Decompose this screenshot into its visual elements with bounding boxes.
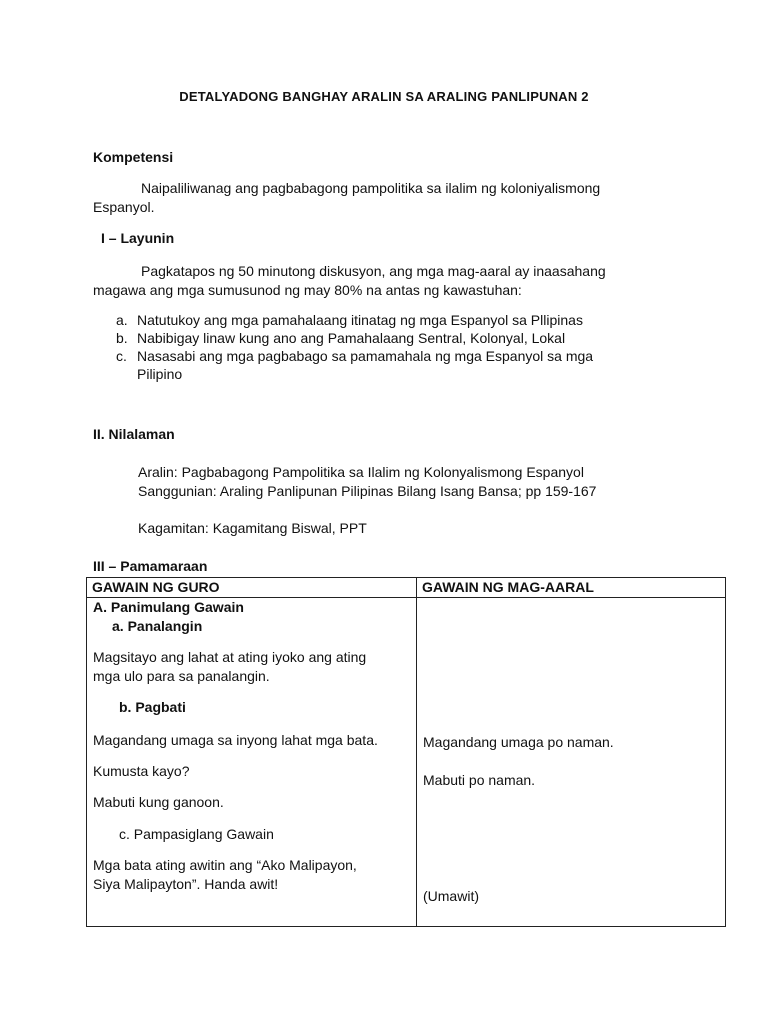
awit-text-line2: Siya Malipayton”. Handa awit! (93, 876, 279, 892)
layunin-list (116, 311, 593, 383)
column-header-guro: GAWAIN NG GURO (87, 578, 417, 598)
list-item-text: Nasasabi ang mga pagbabago sa pamamahala ng mga Espanyol sa mga (137, 348, 594, 364)
layunin-intro-line1: Pagkatapos ng 50 minutong diskusyon, ang mga mag-aaral ay inaasahang (141, 263, 606, 279)
panalangin-text-line1: Magsitayo ang lahat at ating iyoko ang ating (93, 649, 367, 665)
mabuti-text: Mabuti kung ganoon. (93, 794, 224, 810)
list-marker: a. (116, 312, 128, 328)
pamamaraan-heading: III – Pamamaraan (93, 558, 208, 574)
list-item (116, 311, 593, 329)
sagot-mabuti: Mabuti po naman. (423, 772, 536, 788)
list-item (116, 347, 593, 383)
sanggunian-line: Sanggunian: Araling Panlipunan Pilipinas Bilang Isang Bansa; pp 159-167 (138, 483, 597, 499)
kagamitan-line: Kagamitan: Kagamitang Biswal, PPT (138, 520, 367, 536)
kompetensi-heading: Kompetensi (93, 149, 174, 165)
layunin-heading: I – Layunin (101, 230, 175, 246)
sagot-magandang-umaga: Magandang umaga po naman. (423, 734, 614, 750)
guro-cell (87, 598, 417, 927)
table-row (87, 598, 726, 927)
list-marker: b. (116, 330, 128, 346)
kompetensi-text-line2: Espanyol. (93, 199, 155, 215)
procedure-table (86, 577, 726, 927)
list-item (116, 329, 593, 347)
pampasigla-heading: c. Pampasiglang Gawain (119, 826, 274, 842)
aralin-line: Aralin: Pagbabagong Pampolitika sa Ilalim ng Kolonyalismong Espanyol (138, 464, 584, 480)
panimula-heading: A. Panimulang Gawain (93, 599, 244, 615)
mag-aaral-cell (417, 598, 726, 927)
table-header-row (87, 578, 726, 598)
kumusta-text: Kumusta kayo? (93, 763, 190, 779)
list-item-text-continued: Pilipino (137, 366, 183, 382)
sagot-umawit: (Umawit) (423, 888, 479, 904)
pagbati-text: Magandang umaga sa inyong lahat mga bata. (93, 732, 378, 748)
pagbati-heading: b. Pagbati (119, 699, 186, 715)
awit-text-line1: Mga bata ating awitin ang “Ako Malipayon, (93, 857, 357, 873)
page-title: DETALYADONG BANGHAY ARALIN SA ARALING PANLIPUNAN 2 (179, 89, 589, 104)
list-marker: c. (116, 348, 127, 364)
layunin-intro-line2: magawa ang mga sumusunod ng may 80% na antas ng kawastuhan: (93, 282, 522, 298)
panalangin-text-line2: mga ulo para sa panalangin. (93, 668, 270, 684)
list-item-text: Natutukoy ang mga pamahalaang itinatag ng mga Espanyol sa Pllipinas (137, 312, 583, 328)
panalangin-heading: a. Panalangin (112, 618, 203, 634)
nilalaman-heading: II. Nilalaman (93, 426, 175, 442)
column-header-mag-aaral: GAWAIN NG MAG-AARAL (417, 578, 726, 598)
kompetensi-text-line1: Naipaliliwanag ang pagbabagong pampolitika sa ilalim ng koloniyalismong (141, 180, 601, 196)
list-item-text: Nabibigay linaw kung ano ang Pamahalaang Sentral, Kolonyal, Lokal (137, 330, 566, 346)
